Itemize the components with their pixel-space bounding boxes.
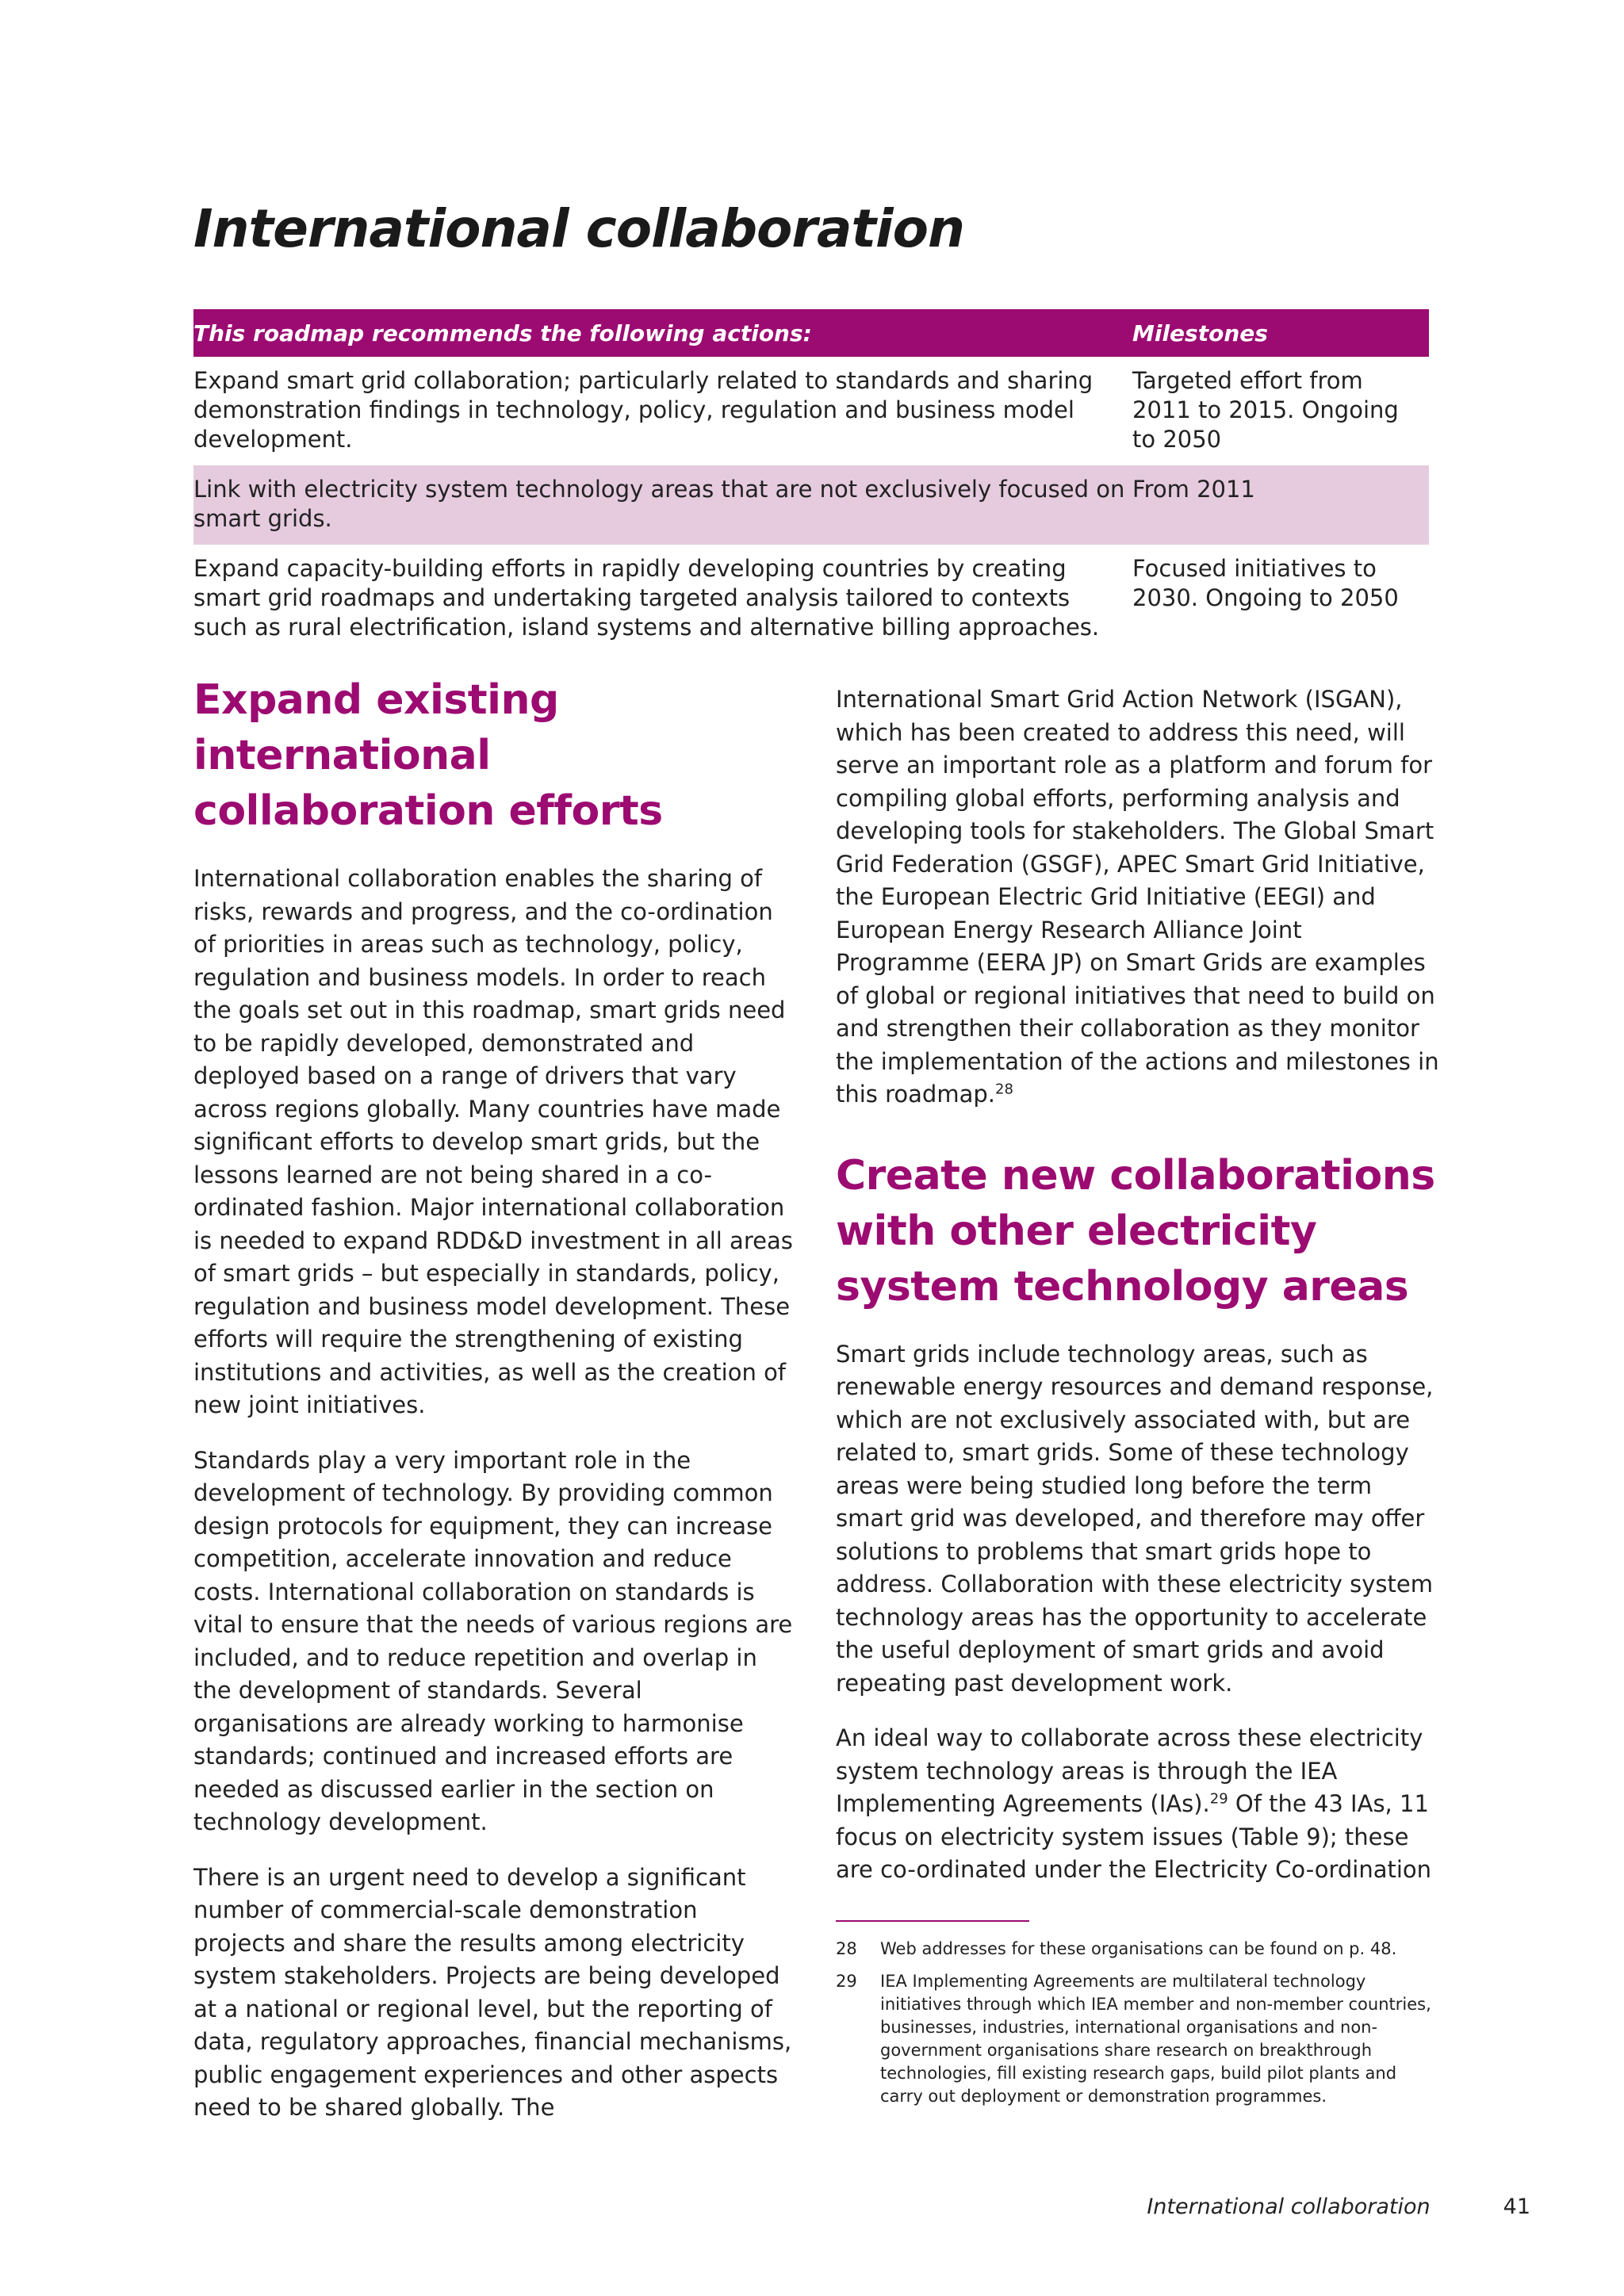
action-cell: Expand smart grid collaboration; particularly related to standards and sharing demonstration findings in technology, policy, regulation and business model development. — [193, 367, 1094, 453]
footnote-reference: 28 — [995, 1081, 1013, 1098]
section-heading-new-collaborations: Create new collaborations with other electricity system technology areas — [836, 1151, 1435, 1311]
actions-column-header: This roadmap recommends the following actions: — [193, 309, 1132, 357]
footnote — [836, 1938, 1440, 1961]
footnote-number: 28 — [836, 1938, 857, 1958]
footnote-number: 29 — [836, 1971, 857, 1991]
running-footer-title: International collaboration — [1147, 2195, 1431, 2219]
action-cell: Expand capacity-building efforts in rapidly developing countries by creating smart grid roadmaps and undertaking targeted analysis tailored to contexts such as rural electrification, island systems and alternative billing approaches. — [193, 555, 1100, 641]
paragraph-text: International Smart Grid Action Network (ISGAN), which has been created to address this need, will serve an important role as a platform and forum for compiling global efforts, performing analysis and developing tools for stakeholders. The Global Smart Grid Federation (GSGF), APEC Smart Grid Initiative, the European Electric Grid Initiative (EEGI) and European Energy Research Alliance Joint Programme (EERA JP) on Smart Grids are examples of global or regional initiatives that need to build on and strengthen their collaboration as they monitor the implementation of the actions and milestones in this roadmap. — [836, 686, 1439, 1108]
body-paragraph: Smart grids include technology areas, such as renewable energy resources and demand response, which are not exclusively associated with, but are related to, smart grids. Some of these technology areas were being studied long before the term smart grid was developed, and therefore may offer solutions to problems that smart grids hope to address. Collaboration with these electricity system technology areas has the opportunity to accelerate the useful deployment of smart grids and avoid repeating past development work. — [836, 1340, 1434, 1697]
table-row — [193, 357, 1429, 465]
actions-milestones-table — [193, 309, 1429, 653]
page-number: 41 — [1503, 2195, 1530, 2219]
page-footer — [952, 2195, 1530, 2219]
body-paragraph — [836, 1722, 1440, 1887]
footnote-text: IEA Implementing Agreements are multilateral technology initiatives through which IEA member and non-member countries, businesses, industries, international organisations and non-government organisations share research on breakthrough technologies, fill existing research gaps, build pilot plants and carry out deployment or demonstration programmes. — [880, 1971, 1431, 2106]
table-header-row — [193, 309, 1429, 357]
milestone-cell: Focused initiatives to 2030. Ongoing to 2050 — [1132, 555, 1399, 611]
footnote — [836, 1970, 1440, 2108]
footnote-divider — [836, 1920, 1029, 1922]
action-cell: Link with electricity system technology areas that are not exclusively focused on smart grids. — [193, 465, 1132, 545]
table-row — [193, 545, 1429, 653]
milestones-column-header: Milestones — [1132, 309, 1429, 357]
milestone-cell: From 2011 — [1132, 465, 1429, 545]
footnote-text: Web addresses for these organisations can be found on p. 48. — [880, 1938, 1397, 1958]
table-row — [193, 465, 1429, 545]
left-column — [193, 672, 796, 2147]
body-paragraph — [836, 683, 1440, 1112]
body-paragraph: There is an urgent need to develop a significant number of commercial-scale demonstration projects and share the results among electricity system stakeholders. Projects are being developed at a national or regional level, but the reporting of data, regulatory approaches, financial mechanisms, public engagement experiences and other aspects need to be shared globally. The — [193, 1863, 792, 2121]
section-heading-expand-collaboration: Expand existing international collaboration efforts — [193, 676, 663, 835]
right-column — [836, 683, 1440, 2118]
body-paragraph: Standards play a very important role in the development of technology. By providing common design protocols for equipment, they can increase competition, accelerate innovation and reduce costs. International collaboration on standards is vital to ensure that the needs of various regions are included, and to reduce repetition and overlap in the development of standards. Several organisations are already working to harmonise standards; continued and increased efforts are needed as discussed earlier in the section on technology development. — [193, 1446, 793, 1835]
page-title: International collaboration — [193, 198, 964, 259]
milestone-cell: Targeted effort from 2011 to 2015. Ongoing to 2050 — [1132, 367, 1399, 453]
paragraph-text: Of the 43 IAs, 11 focus on electricity system issues (Table 9); these are co-ordinated under the Electricity Co-ordination — [836, 1790, 1432, 1883]
paragraph-text: An ideal way to collaborate across these electricity system technology areas is through the IEA Implementing Agreements (IAs). — [836, 1724, 1423, 1817]
body-paragraph: International collaboration enables the sharing of risks, rewards and progress, and the co-ordination of priorities in areas such as technology, policy, regulation and business models. In order to reach the goals set out in this roadmap, smart grids need to be rapidly developed, demonstrated and deployed based on a range of drivers that vary across regions globally. Many countries have made significant efforts to develop smart grids, but the lessons learned are not being shared in a co-ordinated fashion. Major international collaboration is needed to expand RDD&D investment in all areas of smart grids – but especially in standards, policy, regulation and business model development. These efforts will require the strengthening of existing institutions and activities, as well as the creation of new joint initiatives. — [193, 865, 793, 1418]
footnote-reference: 29 — [1209, 1790, 1228, 1808]
